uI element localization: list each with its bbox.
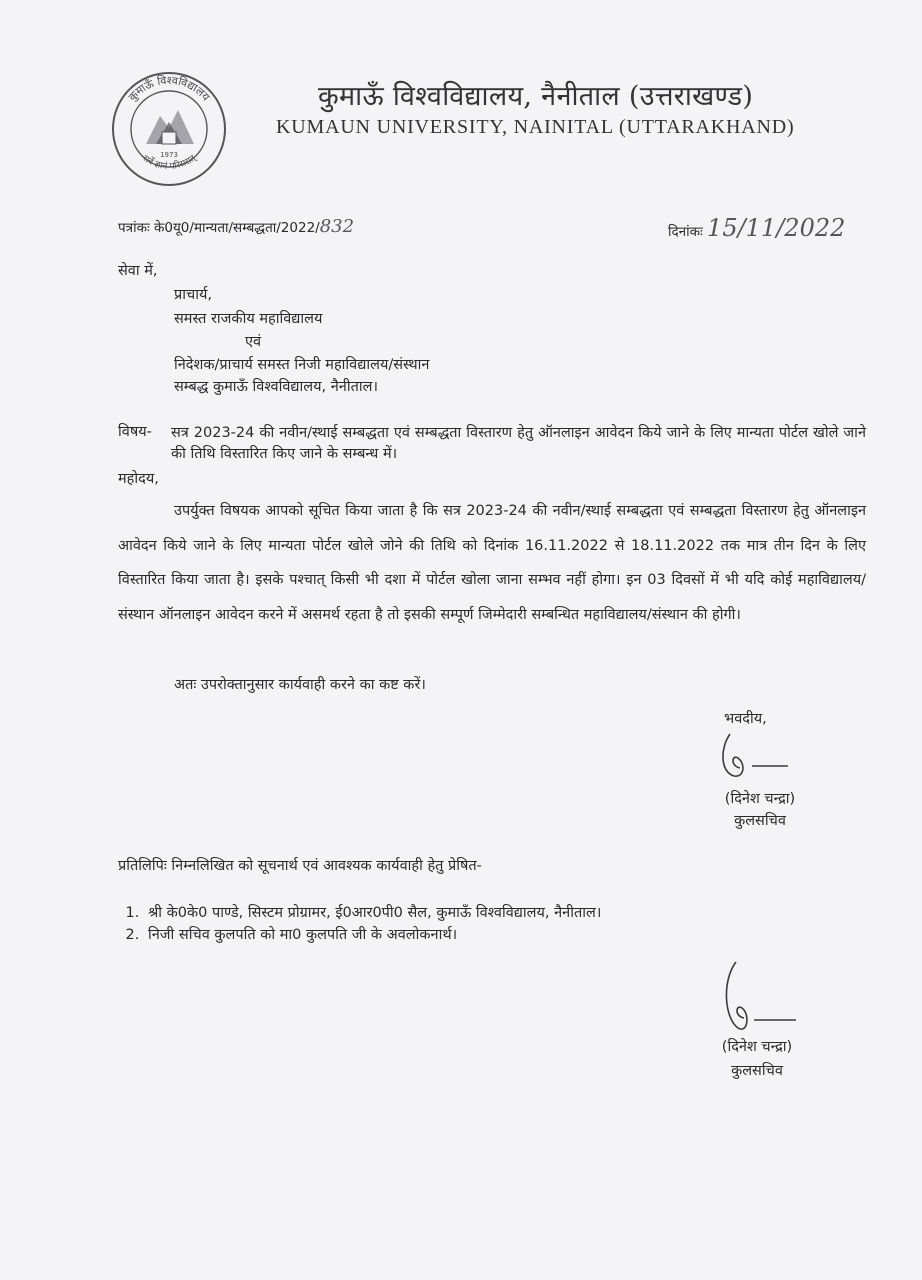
- addressee-line-5: सम्बद्ध कुमाऊँ विश्वविद्यालय, नैनीताल।: [174, 379, 378, 395]
- date-line: [668, 214, 845, 242]
- body-paragraph-1: उपर्युक्त विषयक आपको सूचित किया जाता है कि सत्र 2023-24 की नवीन/स्थाई सम्बद्धता एवं सम्बद्धता विस्तारण हेतु ऑनलाइन आवेदन किये जाने के लिए मान्यता पोर्टल खोले जोने की तिथि को दिनांक 16.11.2022 से 18.11.2022 तक मात्र तीन दिन के लिए विस्तारित किया जाता है। इसके पश्चात् किसी भी दशा में पोर्टल खोला जाना सम्भव नहीं होगा। इन 03 दिवसों में भी यदि कोई महाविद्यालय/संस्थान ऑनलाइन आवेदन करने में असमर्थ रहता है तो इसकी सम्पूर्ण जिम्मेदारी सम्बन्धित महाविद्यालय/संस्थान की होगी।: [118, 503, 866, 623]
- reference-number: के0यू0/मान्यता/सम्बद्धता/2022/: [154, 220, 320, 236]
- seal-text-top: कुमाऊँ विश्वविद्यालय: [125, 73, 213, 104]
- addressee-line-4: निदेशक/प्राचार्य समस्त निजी महाविद्यालय/संस्थान: [174, 357, 430, 373]
- date-handwritten: 15/11/2022: [707, 214, 846, 242]
- signatory-designation-2: कुलसचिव: [731, 1063, 783, 1079]
- copy-heading: प्रतिलिपिः निम्नलिखित को सूचनार्थ एवं आवश्यक कार्यवाही हेतु प्रेषित-: [118, 858, 482, 874]
- addressee-line-3: एवं: [245, 334, 262, 350]
- addressee-line-1: प्राचार्य,: [174, 287, 212, 303]
- copy-item-2: 2. निजी सचिव कुलपति को मा0 कुलपति जी के अवलोकनार्थ।: [144, 924, 884, 946]
- date-label: दिनांकः: [668, 224, 703, 240]
- addressee-line-2: समस्त राजकीय महाविद्यालय: [174, 311, 323, 327]
- seal-text-bottom: सर्वे ज्ञानं परिसरात्: [140, 153, 198, 172]
- svg-text:कुमाऊँ विश्वविद्यालय: [126, 74, 213, 104]
- university-seal: [110, 70, 228, 188]
- closing: भवदीय,: [724, 711, 767, 727]
- copy-list: [126, 902, 884, 946]
- university-title-english: KUMAUN UNIVERSITY, NAINITAL (UTTARAKHAND): [276, 116, 795, 138]
- greeting: महोदय,: [118, 471, 159, 487]
- signature-1: [712, 728, 802, 792]
- signature-2: [712, 958, 812, 1042]
- signatory-name-2: (दिनेश चन्द्रा): [721, 1039, 793, 1055]
- salutation-to: सेवा में,: [118, 263, 158, 279]
- university-title-hindi: कुमाऊँ विश्वविद्यालय, नैनीताल (उत्तराखण्ड): [318, 81, 754, 112]
- signatory-name-1: (दिनेश चन्द्रा): [724, 791, 796, 807]
- body-paragraph-2: अतः उपरोक्तानुसार कार्यवाही करने का कष्ट करें।: [174, 677, 426, 693]
- signatory-designation-1: कुलसचिव: [734, 813, 786, 829]
- copy-item-1: 1. श्री के0के0 पाण्डे, सिस्टम प्रोग्रामर, ई0आर0पी0 सैल, कुमाऊँ विश्वविद्यालय, नैनीताल।: [144, 902, 884, 924]
- seal-year: 1973: [160, 151, 178, 159]
- subject-text: सत्र 2023-24 की नवीन/स्थाई सम्बद्धता एवं सम्बद्धता विस्तारण हेतु ऑनलाइन आवेदन किये जाने के लिए मान्यता पोर्टल खोले जाने की तिथि विस्तारित किए जाने के सम्बन्ध में।: [171, 425, 866, 462]
- reference-line: [118, 216, 354, 237]
- reference-label: पत्रांकः: [118, 220, 150, 236]
- reference-handwritten-number: 832: [319, 216, 355, 237]
- subject-label: विषय-: [118, 424, 152, 440]
